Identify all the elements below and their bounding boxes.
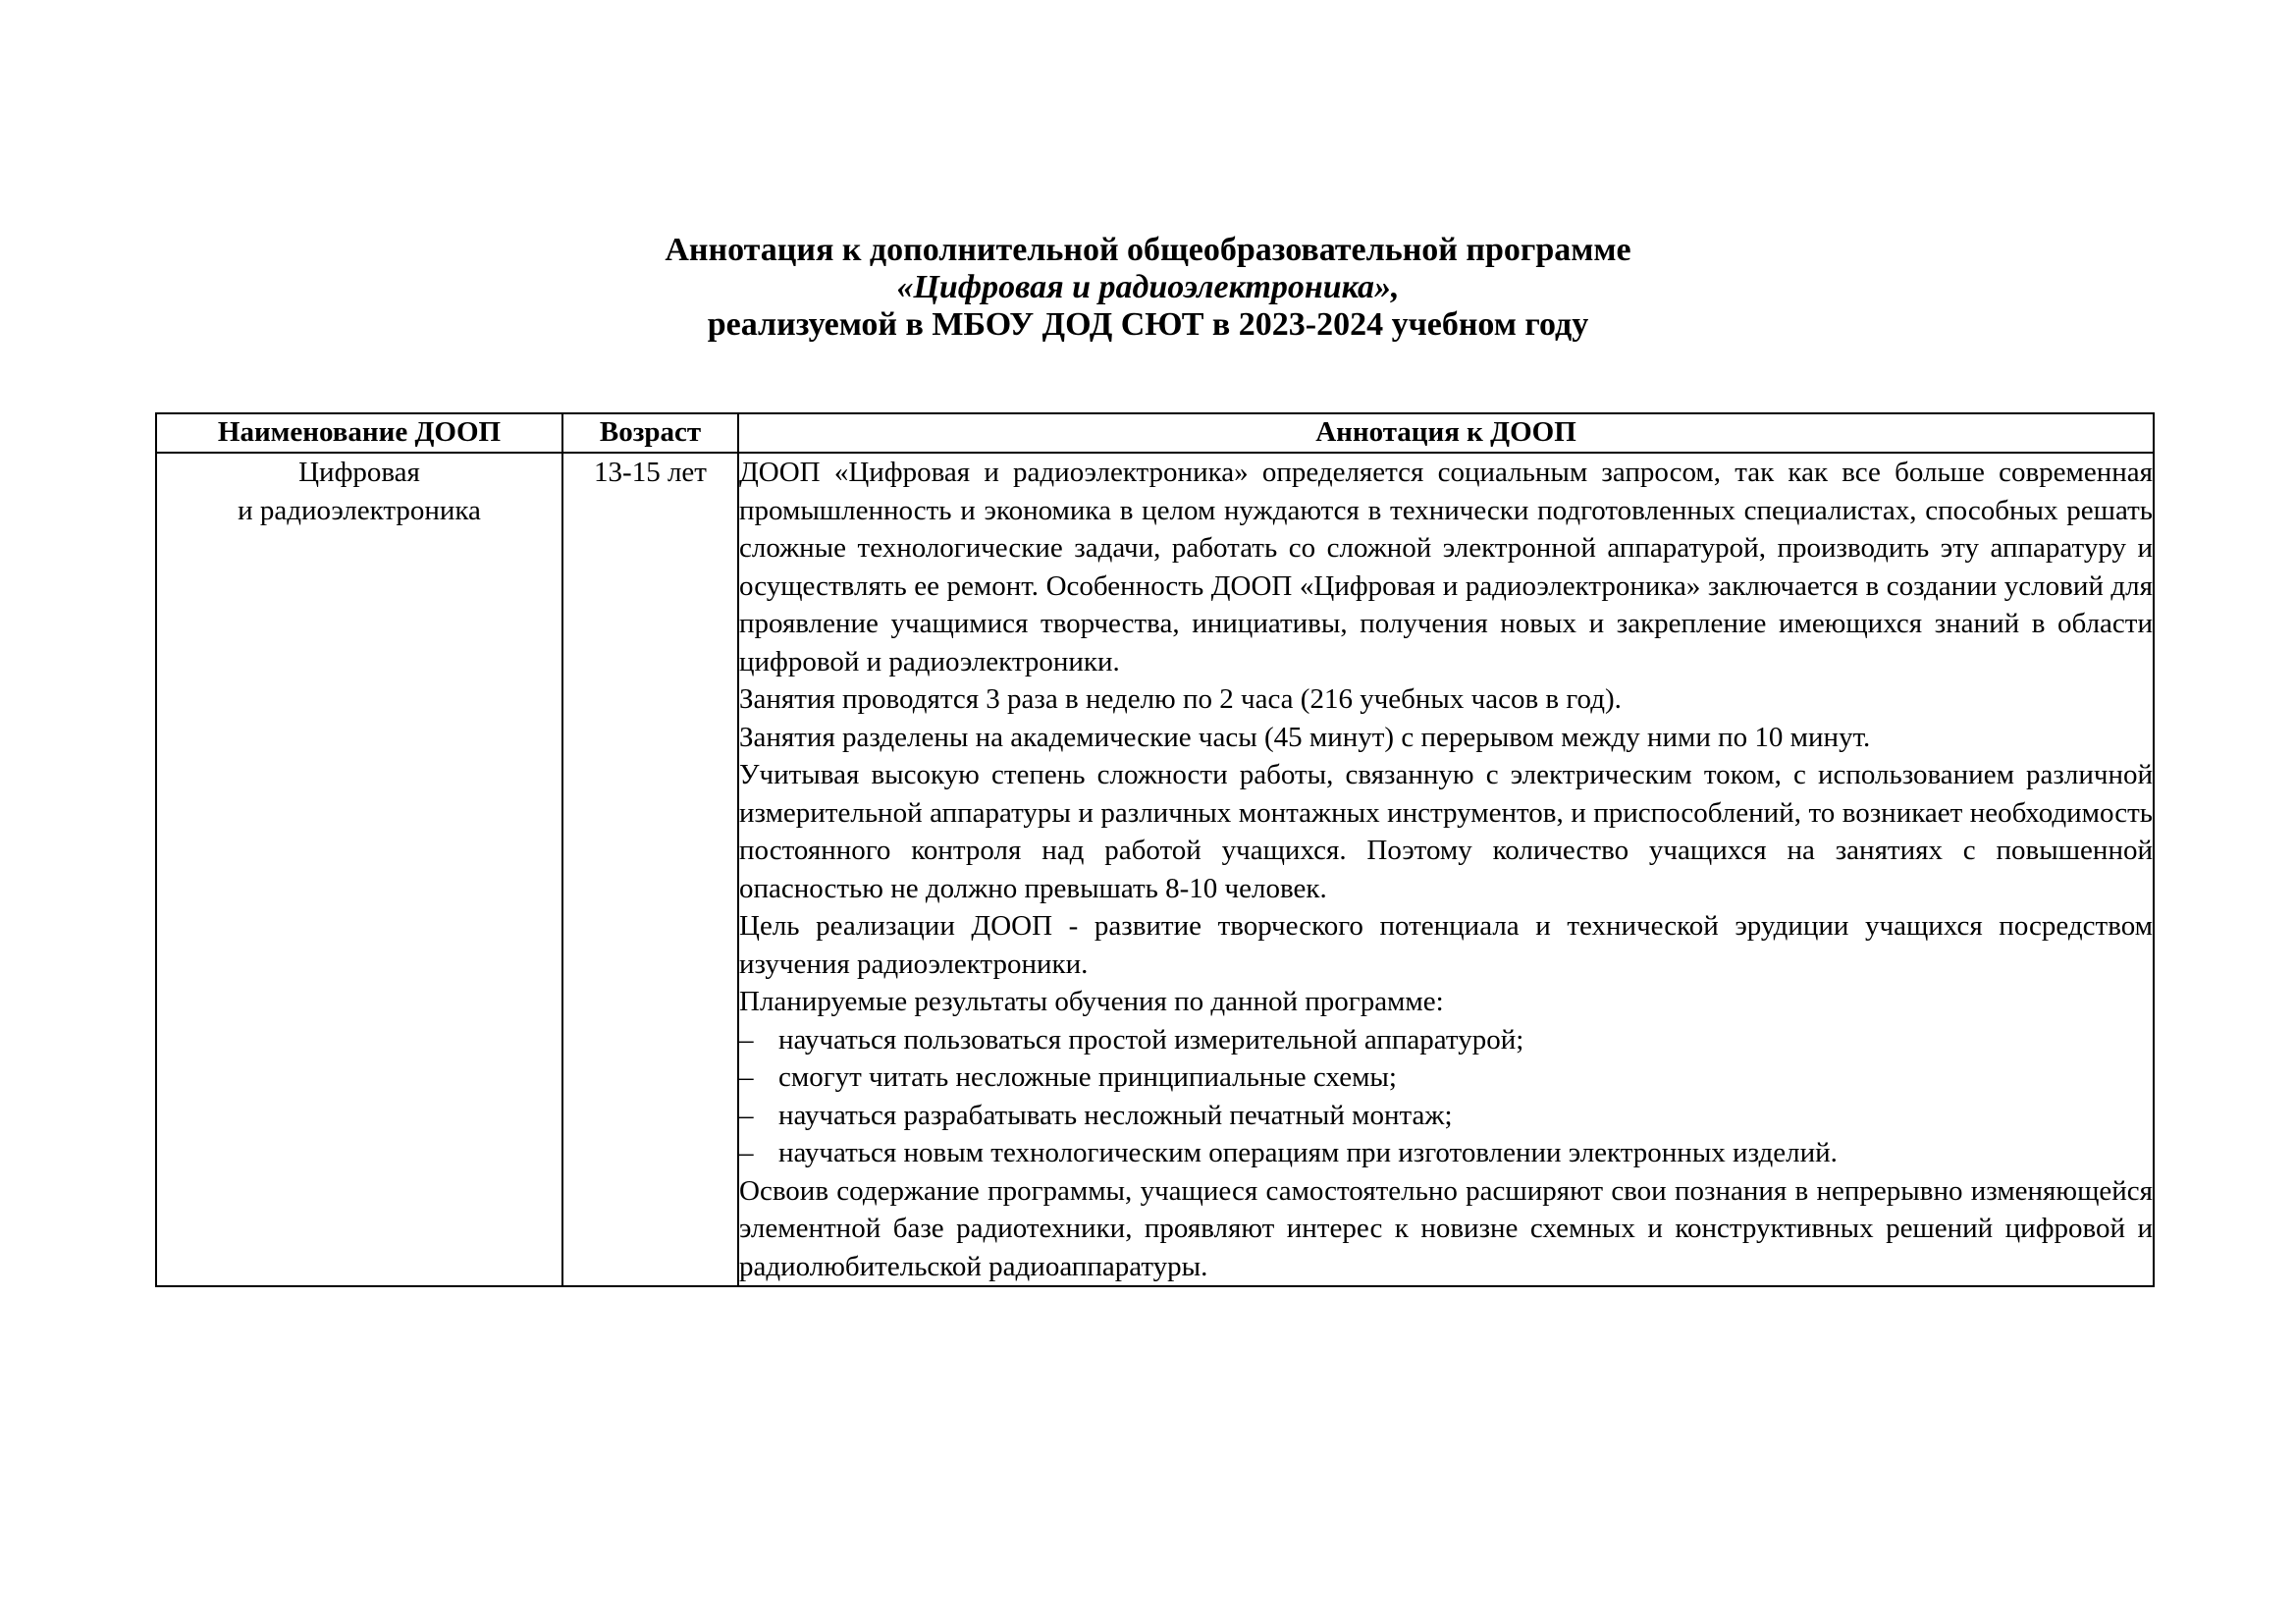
program-name-line-2: и радиоэлектроника: [238, 494, 481, 526]
bullet-marker: –: [739, 1099, 754, 1131]
table-header-row: [156, 413, 2154, 453]
header-age: Возраст: [562, 413, 738, 453]
page-title: [0, 232, 2296, 344]
list-item: [739, 1058, 2153, 1097]
bullet-marker: –: [739, 1137, 754, 1168]
header-name: Наименование ДООП: [156, 413, 562, 453]
age-cell: 13-15 лет: [562, 453, 738, 1286]
program-name-line-1: Цифровая: [298, 457, 420, 488]
list-item: [739, 1021, 2153, 1059]
bullet-text: смогут читать несложные принципиальные схемы;: [778, 1061, 1397, 1093]
annotation-closing-paragraph: Освоив содержание программы, учащиеся самостоятельно расширяют свои познания в непрерывно изменяющейся элементной базе радиотехники, проявляют интерес к новизне схемных и конструктивных решений цифровой и радиолюбительской радиоаппаратуры.: [739, 1174, 2153, 1282]
bullet-text: научаться новым технологическим операциям при изготовлении электронных изделий.: [778, 1137, 1838, 1168]
bullet-marker: –: [739, 1061, 754, 1093]
list-item: [739, 1134, 2153, 1172]
program-name-cell: [156, 453, 562, 1286]
header-annotation: Аннотация к ДООП: [738, 413, 2154, 453]
annotation-paragraph: Планируемые результаты обучения по данной программе:: [739, 986, 1444, 1017]
annotation-paragraph: Цель реализации ДООП - развитие творческого потенциала и технической эрудиции учащихся посредством изучения радиоэлектроники.: [739, 910, 2153, 980]
annotation-table: [155, 412, 2155, 1287]
annotation-paragraph: ДООП «Цифровая и радиоэлектроника» определяется социальным запросом, так как все больше современная промышленность и экономика в целом нуждаются в технически подготовленных специалистах, способных решать сложные технологические задачи, работать со сложной электронной аппаратурой, производить эту аппаратуру и осуществлять ее ремонт. Особенность ДООП «Цифровая и радиоэлектроника» заключается в создании условий для проявление учащимися творчества, инициативы, получения новых и закрепление имеющихся знаний в области цифровой и радиоэлектроники.: [739, 457, 2153, 677]
title-line-3: реализуемой в МБОУ ДОД СЮТ в 2023-2024 учебном году: [707, 306, 1589, 343]
list-item: [739, 1097, 2153, 1135]
title-line-2: «Цифровая и радиоэлектроника»,: [896, 269, 1400, 305]
annotation-paragraph: Учитывая высокую степень сложности работы, связанную с электрическим током, с использованием различной измерительной аппаратуры и различных монтажных инструментов, и приспособлений, то возникает необходимость постоянного контроля над работой учащихся. Поэтому количество учащихся на занятиях с повышенной опасностью не должно превышать 8-10 человек.: [739, 759, 2153, 904]
bullet-text: научаться пользоваться простой измерительной аппаратурой;: [778, 1023, 1524, 1056]
annotation-cell: [738, 453, 2154, 1286]
annotation-paragraph: Занятия проводятся 3 раза в неделю по 2 часа (216 учебных часов в год).: [739, 683, 1622, 715]
bullet-marker: –: [739, 1023, 754, 1056]
table-row: [156, 453, 2154, 1286]
annotation-paragraph: Занятия разделены на академические часы (45 минут) с перерывом между ними по 10 минут.: [739, 721, 1871, 753]
title-line-1: Аннотация к дополнительной общеобразовательной программе: [665, 232, 1631, 268]
bullet-text: научаться разрабатывать несложный печатный монтаж;: [778, 1099, 1453, 1131]
